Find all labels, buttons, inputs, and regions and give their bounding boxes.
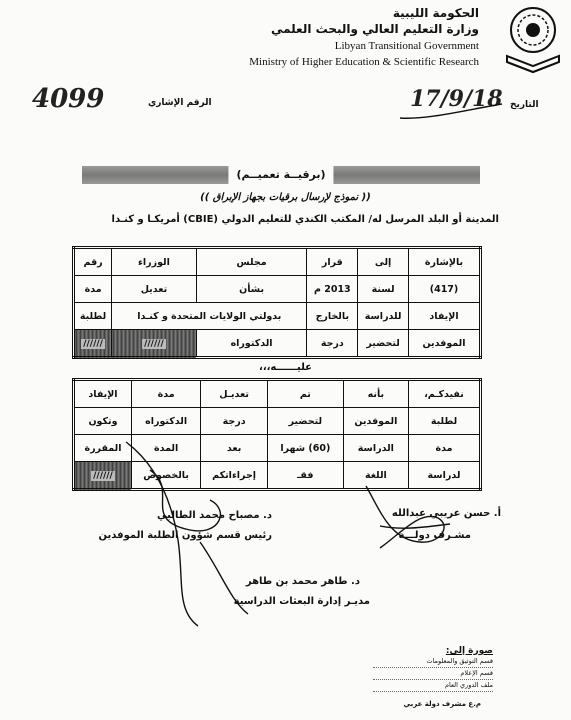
table-cell: بشأن: [196, 276, 307, 303]
table-cell: فقـ: [267, 462, 343, 490]
addressee-line: المدينة أو البلد المرسل له/ المكتب الكندي للتعليم الدولي (CBIE) أمريكـا و كنـدا: [111, 214, 499, 225]
table-cell: نفيدكـم،: [409, 380, 481, 408]
table-cell: الإيفاد: [74, 380, 132, 408]
table-cell: الإيفاد: [409, 303, 481, 330]
table-cell: الدراسة: [343, 435, 408, 462]
footer-note: م.ع مشرف دولة عربي: [403, 700, 481, 708]
table-cell: بالخارج: [307, 303, 358, 330]
table-cell: رقم: [74, 248, 112, 276]
reference-table: [72, 246, 482, 359]
filler-cell: //////: [74, 330, 112, 358]
table-row: [74, 303, 481, 330]
gov-name-en: Libyan Transitional Government: [334, 40, 479, 52]
signatory-1-title: مشـرف دولـــة: [398, 530, 471, 541]
table-row: [74, 276, 481, 303]
form-note: (( نموذج لإرسال برقيات بجهاز الإبراق )): [200, 192, 371, 203]
table-cell: الدكتوراه: [196, 330, 307, 358]
copy-line: ملف الدوري العام: [373, 680, 493, 692]
table-cell: درجة: [307, 330, 358, 358]
table-cell: بعد: [201, 435, 268, 462]
table-cell: لسنة: [358, 276, 409, 303]
table-cell: مدة: [74, 276, 112, 303]
table-cell: إلى: [358, 248, 409, 276]
table-cell: لتحضير: [267, 408, 343, 435]
table-cell: وتكون: [74, 408, 132, 435]
table-cell: تعديل: [112, 276, 197, 303]
table-cell: المقررة: [74, 435, 132, 462]
date-underline-scribble: [396, 100, 506, 124]
table-cell: تعديـل: [201, 380, 268, 408]
filler-cell: //////: [74, 462, 132, 490]
table-cell: مدة: [131, 380, 200, 408]
signatory-2-title: رئيس قسم شؤون الطلبة الموفدين: [98, 530, 272, 541]
copy-line: قسم التوثيق والمعلومات: [373, 656, 493, 668]
table-row: [74, 330, 481, 358]
table-cell: الدكتوراه: [131, 408, 200, 435]
table-cell: مجلس: [196, 248, 307, 276]
table-cell: بدولتي الولايات المتحدة و كنـدا: [112, 303, 307, 330]
table-cell: لطلبة: [409, 408, 481, 435]
table-cell: مدة: [409, 435, 481, 462]
date-label: التاريخ: [510, 100, 539, 110]
table-cell: بالخصوص: [131, 462, 200, 490]
copy-line: قسم الإعلام: [373, 668, 493, 680]
table-cell: (60) شهرا: [267, 435, 343, 462]
reference-number: 4099: [32, 84, 105, 114]
table-cell: تم: [267, 380, 343, 408]
table-cell: لطلبة: [74, 303, 112, 330]
banner-title: (برقيــة تعميــم): [228, 166, 333, 184]
table-cell: قرار: [307, 248, 358, 276]
circular-banner: [82, 166, 480, 184]
ministry-name-ar: وزارة التعليم العالي والبحث العلمي: [270, 22, 479, 36]
table-cell: بالإشارة: [409, 248, 481, 276]
table-cell: درجة: [201, 408, 268, 435]
handwritten-signature-scribbles: [80, 430, 500, 630]
table-cell: إجراءاتكم: [201, 462, 268, 490]
signatory-3-name: د. طاهر محمد بن طاهر: [245, 576, 360, 587]
copies-block: [373, 646, 493, 692]
table-cell: بأنه: [343, 380, 408, 408]
copies-title: صورة إلى:: [445, 646, 493, 656]
ministry-name-en: Ministry of Higher Education & Scientific Research: [249, 56, 479, 68]
table-cell: للدراسة: [358, 303, 409, 330]
table-cell: لدراسة: [409, 462, 481, 490]
table-cell: الموفدين: [343, 408, 408, 435]
table-cell: 2013 م: [307, 276, 358, 303]
signatory-3-title: مديـر إدارة البعثات الدراسية: [233, 596, 370, 607]
table-cell: اللغة: [343, 462, 408, 490]
table-cell: لتحضير: [358, 330, 409, 358]
filler-cell: //////: [112, 330, 197, 358]
signatory-2-name: د. مصباح محمد الطالبي: [157, 510, 272, 521]
table-cell: المدة: [131, 435, 200, 462]
table-cell: الوزراء: [112, 248, 197, 276]
alaih-heading: عليــــــه،،،: [259, 362, 312, 373]
table-row: [74, 380, 481, 408]
reference-label: الرقم الإشاري: [148, 98, 212, 108]
table-cell: (417): [409, 276, 481, 303]
date-value: 17/9/18: [410, 86, 503, 112]
ministry-logo-icon: [503, 4, 563, 78]
gov-name-ar: الحكومة الليبية: [392, 6, 479, 20]
signatory-1-name: أ. حسن عريبي عبدالله: [391, 508, 501, 519]
table-row: [74, 248, 481, 276]
table-cell: الموفدين: [409, 330, 481, 358]
